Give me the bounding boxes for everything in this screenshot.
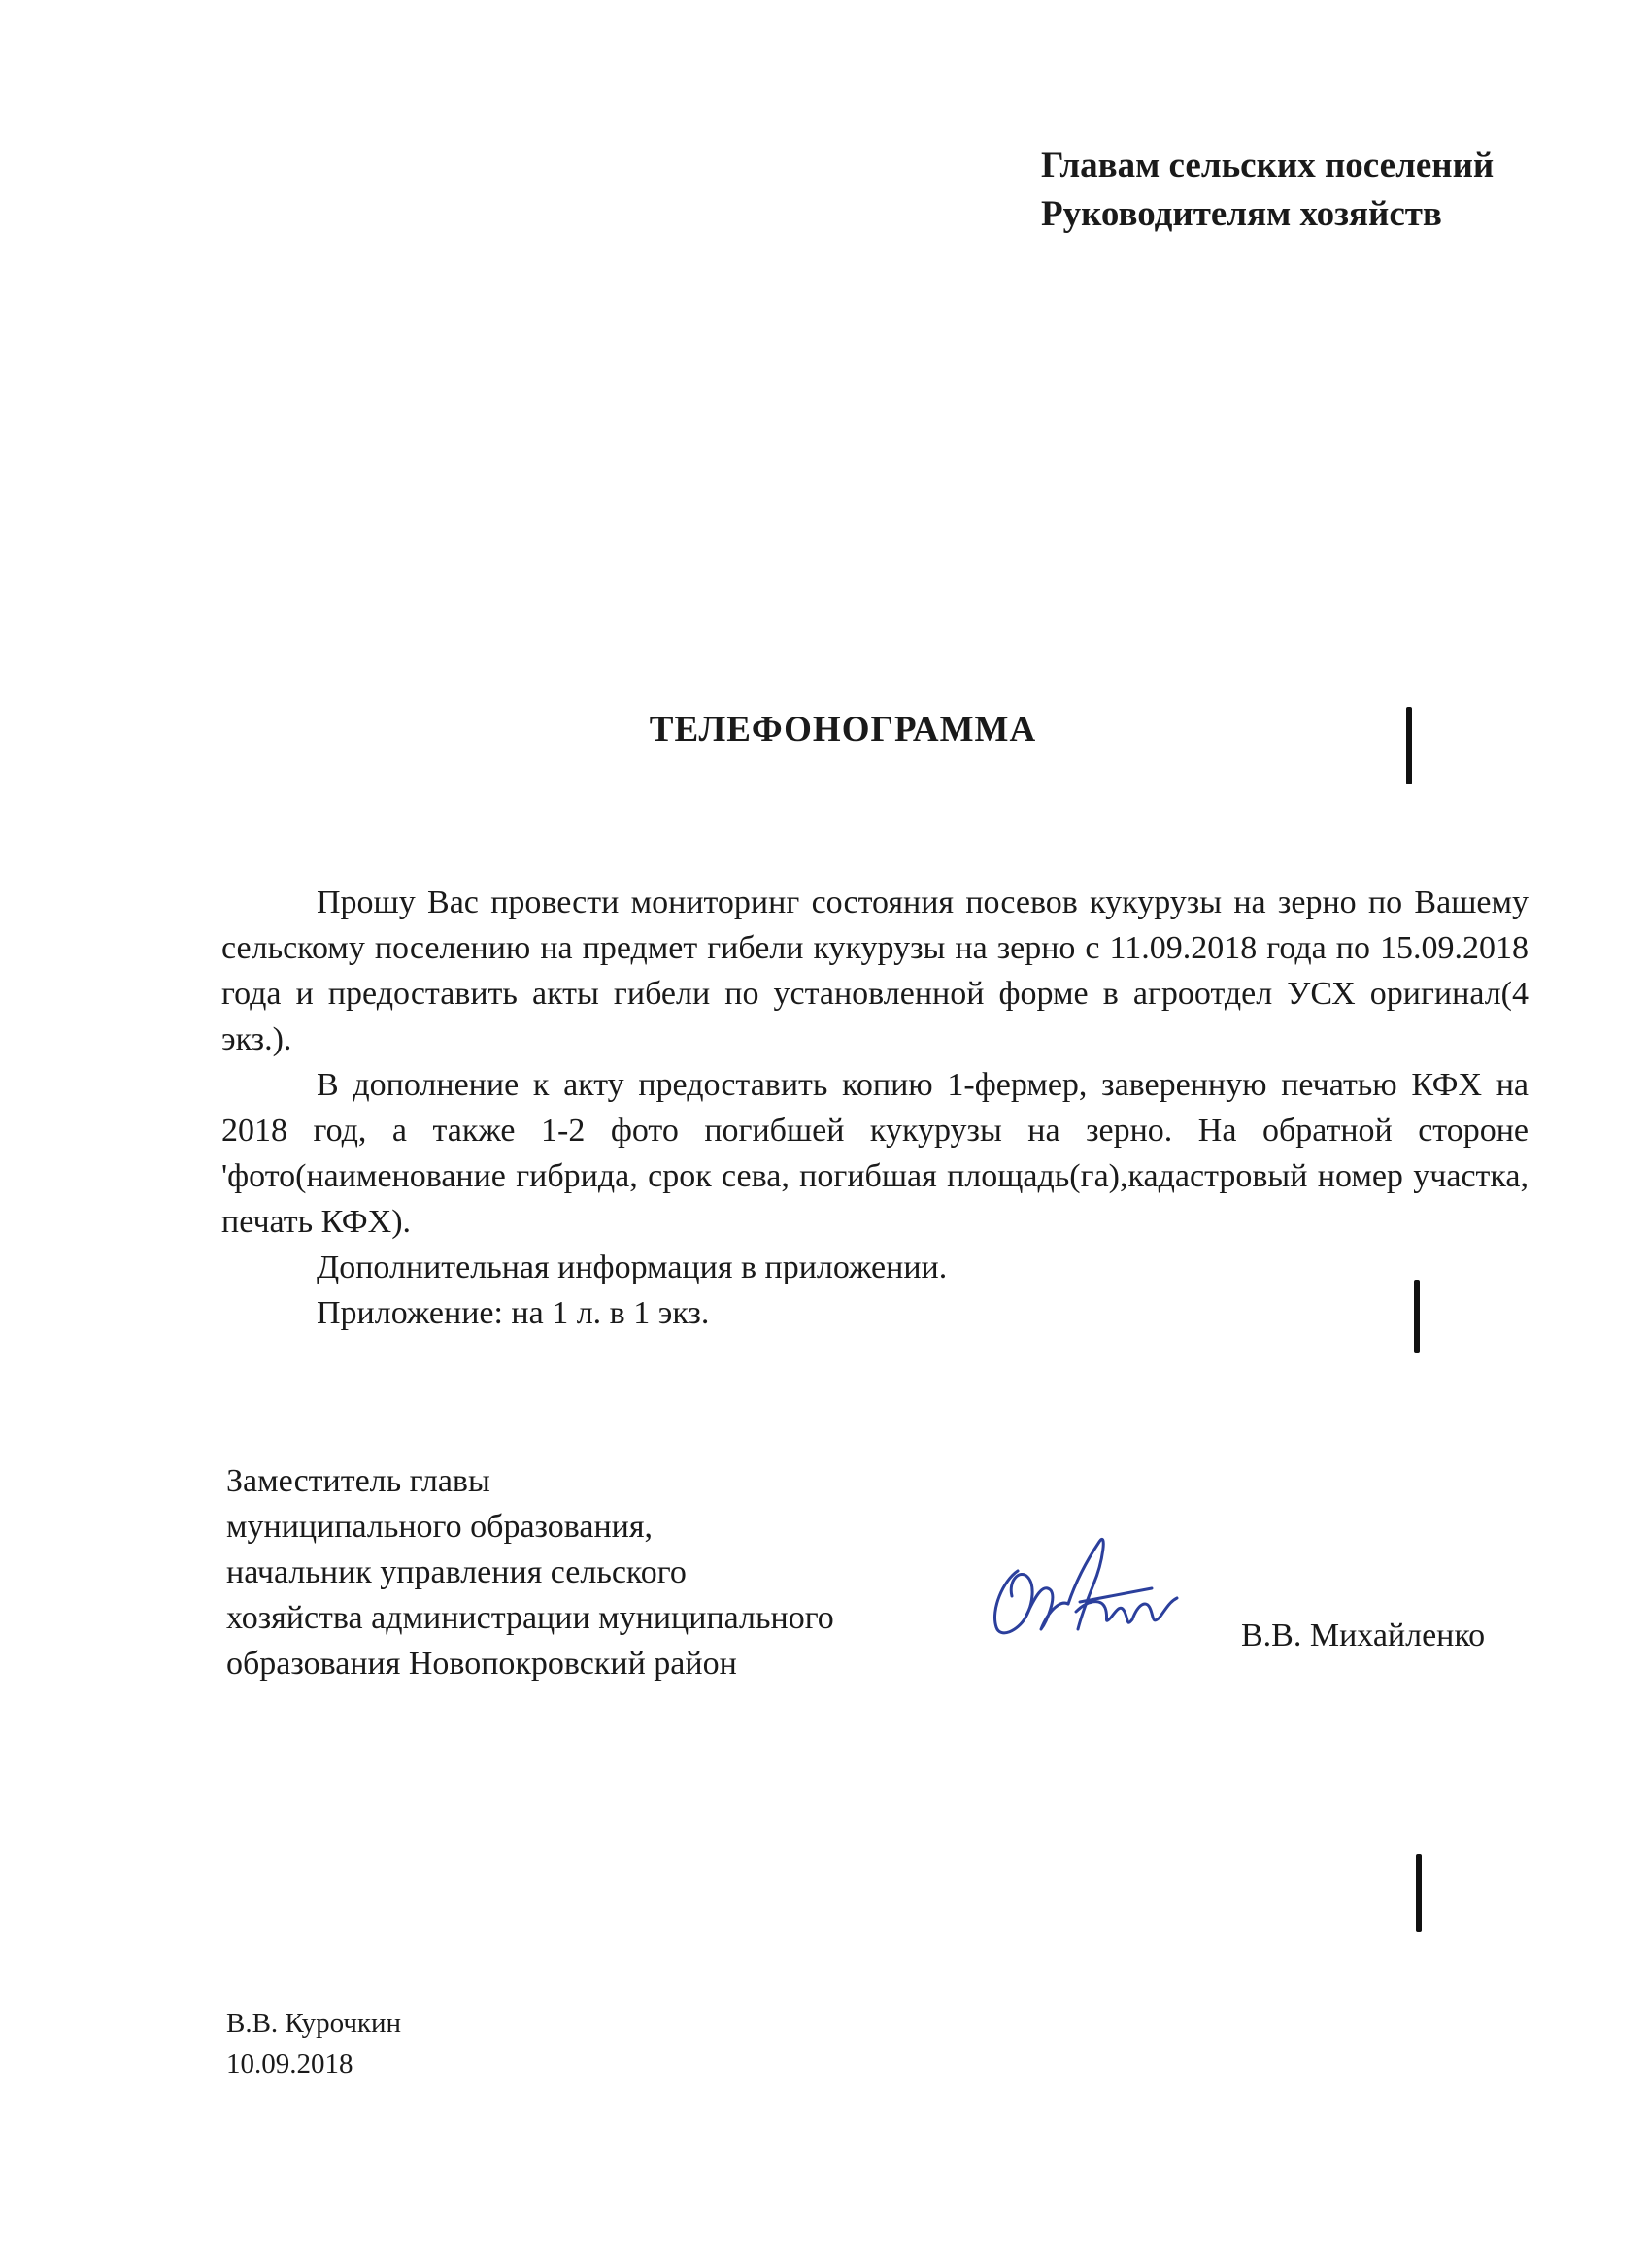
position-line-2: муниципального образования, — [226, 1509, 653, 1545]
position-line-4: хозяйства администрации муниципального — [226, 1600, 834, 1636]
scan-margin-mark-3 — [1416, 1854, 1422, 1932]
document-body — [221, 880, 1529, 1336]
addressee-line-1: Главам сельских поселений — [1041, 146, 1495, 185]
handwritten-signature — [979, 1503, 1193, 1649]
addressee-block — [1041, 142, 1494, 239]
scan-margin-mark-2 — [1414, 1280, 1420, 1353]
executor-block — [226, 2003, 401, 2085]
signatory-name: В.В. Михайленко — [1241, 1618, 1486, 1653]
position-line-1: Заместитель главы — [226, 1463, 490, 1499]
body-paragraph-2: В дополнение к акту предоставить копию 1-фермер, заверенную печатью КФХ на 2018 год, а также 1-2 фото погибшей кукурузы на зерно. На обратной стороне 'фото(наименование гибрида, срок сева, погибшая площадь(га),кадастровый номер участка, печать КФХ). — [221, 1067, 1529, 1240]
executor-date: 10.09.2018 — [226, 2049, 353, 2080]
scan-margin-mark-1 — [1406, 707, 1412, 784]
position-line-3: начальник управления сельского — [226, 1554, 687, 1590]
signatory-position — [226, 1458, 834, 1686]
body-paragraph-4: Приложение: на 1 л. в 1 экз. — [317, 1295, 710, 1331]
position-line-5: образования Новопокровский район — [226, 1646, 737, 1682]
executor-name: В.В. Курочкин — [226, 2008, 402, 2039]
document-title: ТЕЛЕФОНОГРАММА — [649, 710, 1037, 750]
body-paragraph-3: Дополнительная информация в приложении. — [317, 1250, 948, 1285]
body-paragraph-1: Прошу Вас провести мониторинг состояния посевов кукурузы на зерно по Вашему сельскому поселению на предмет гибели кукурузы на зерно с 11.09.2018 года по 15.09.2018 года и предоставить акты гибели по установленной форме в агроотдел УСХ оригинал(4 экз.). — [221, 884, 1529, 1057]
addressee-line-2: Руководителям хозяйств — [1041, 194, 1442, 234]
